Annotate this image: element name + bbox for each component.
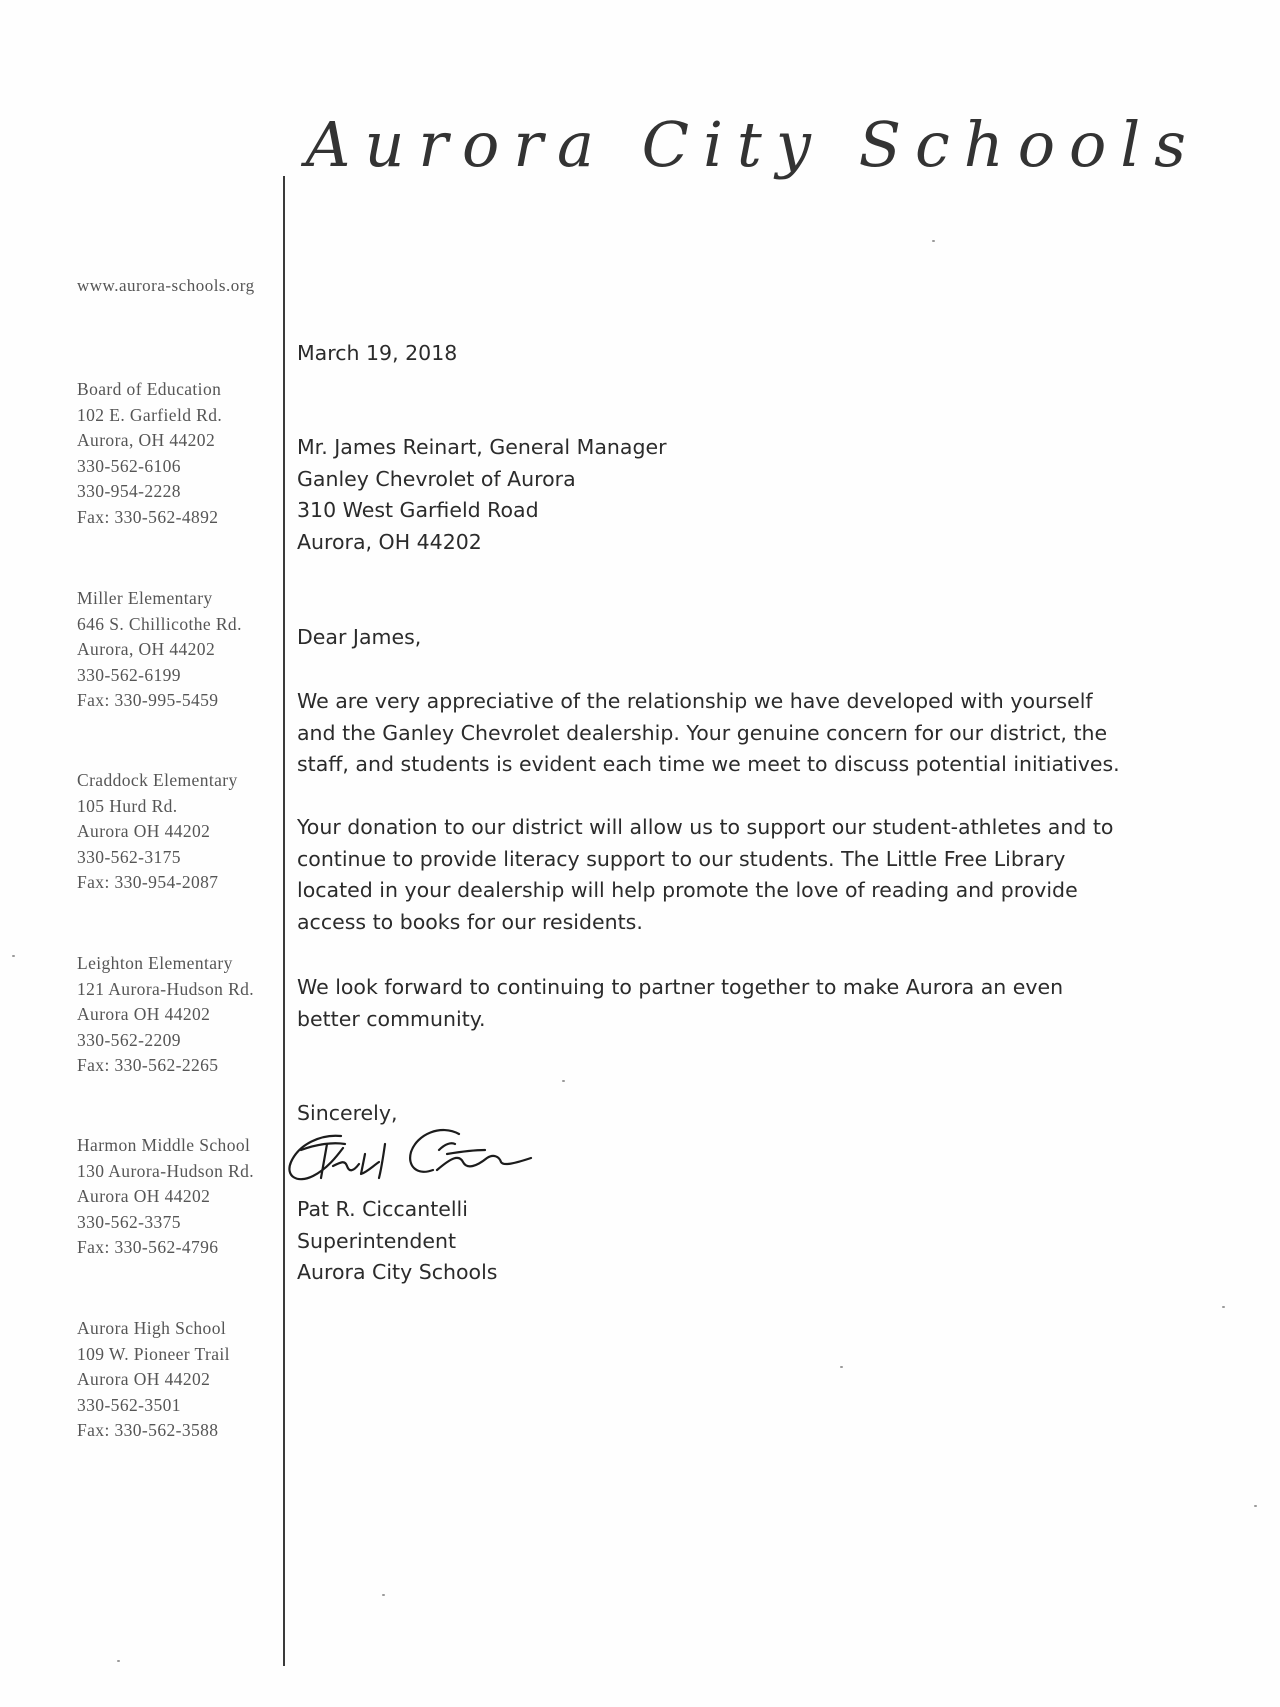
office-harmon-middle-school [77,1133,254,1261]
letterhead-divider [283,176,285,1666]
scan-speck [840,1366,843,1368]
office-address: 130 Aurora-Hudson Rd. [77,1160,255,1181]
office-address: 109 W. Pioneer Trail [77,1343,230,1364]
office-fax: Fax: 330-562-3588 [77,1420,219,1441]
office-name: Craddock Elementary [77,770,238,790]
office-address: 102 E. Garfield Rd. [77,404,223,425]
letterhead-title: Aurora City Schools [305,108,1200,181]
office-city: Aurora, OH 44202 [77,430,216,451]
recipient-line: Mr. James Reinart, General Manager [297,435,667,459]
office-aurora-high-school [77,1316,230,1444]
office-address: 121 Aurora-Hudson Rd. [77,978,255,999]
paragraph-appreciation [297,686,1177,781]
office-fax: Fax: 330-995-5459 [77,690,219,711]
paragraph-line: access to books for our residents. [297,909,643,934]
signer-organization: Aurora City Schools [297,1260,498,1284]
paragraph-line: We look forward to continuing to partner together to make Aurora an even [297,975,1064,999]
salutation: Dear James, [297,625,422,649]
handwritten-signature [281,1114,561,1194]
paragraph-line: better community. [297,1006,486,1031]
office-city: Aurora OH 44202 [77,1004,211,1025]
office-address: 646 S. Chillicothe Rd. [77,613,242,634]
scan-speck [562,1080,565,1082]
office-phone: 330-562-3501 [77,1394,181,1415]
paragraph-line: and the Ganley Chevrolet dealership. Your genuine concern for our district, the [297,720,1108,745]
office-name: Miller Elementary [77,588,213,608]
office-fax: Fax: 330-954-2087 [77,872,219,893]
scan-speck [382,1594,385,1596]
paragraph-line: staff, and students is evident each time we meet to discuss potential initiatives. [297,752,1120,776]
office-name: Harmon Middle School [77,1135,251,1155]
office-phone: 330-562-3375 [77,1211,181,1232]
closing: Sincerely, [297,1101,398,1125]
signature-block [297,1194,497,1289]
office-fax: Fax: 330-562-2265 [77,1055,219,1076]
scan-speck [117,1660,120,1662]
signer-title: Superintendent [297,1228,457,1253]
letter-date: March 19, 2018 [297,341,458,365]
office-fax: Fax: 330-562-4892 [77,506,219,527]
recipient-line: Ganley Chevrolet of Aurora [297,466,576,491]
recipient-line: Aurora, OH 44202 [297,529,482,554]
office-city: Aurora OH 44202 [77,821,211,842]
office-name: Board of Education [77,379,222,399]
office-phone: 330-562-2209 [77,1029,181,1050]
signer-name: Pat R. Ciccantelli [297,1197,468,1221]
scan-speck [932,240,935,242]
scan-speck [12,955,15,957]
scan-speck [1254,1505,1257,1507]
office-name: Aurora High School [77,1318,227,1338]
office-phone: 330-562-3175 [77,846,181,867]
office-city: Aurora OH 44202 [77,1369,211,1390]
office-fax: Fax: 330-562-4796 [77,1237,219,1258]
paragraph-line: We are very appreciative of the relationship we have developed with yourself [297,689,1093,713]
paragraph-line: located in your dealership will help promote the love of reading and provide [297,878,1078,902]
recipient-line: 310 West Garfield Road [297,498,539,522]
office-name: Leighton Elementary [77,953,233,973]
office-phone: 330-954-2228 [77,481,181,502]
scan-speck [1222,1306,1225,1308]
office-city: Aurora OH 44202 [77,1186,211,1207]
paragraph-line: Your donation to our district will allow us to support our student-athletes and to [297,815,1114,839]
office-address: 105 Hurd Rd. [77,795,178,816]
paragraph-line: continue to provide literacy support to our students. The Little Free Library [297,846,1066,871]
office-city: Aurora, OH 44202 [77,639,216,660]
office-phone: 330-562-6199 [77,664,181,685]
office-board-of-education [77,377,222,531]
office-phone: 330-562-6106 [77,455,181,476]
office-craddock-elementary [77,768,238,896]
website-url: www.aurora-schools.org [77,276,255,295]
paragraph-donation [297,812,1177,938]
recipient-address [297,432,667,558]
office-miller-elementary [77,586,242,714]
paragraph-partnership [297,972,1177,1035]
office-leighton-elementary [77,951,254,1079]
